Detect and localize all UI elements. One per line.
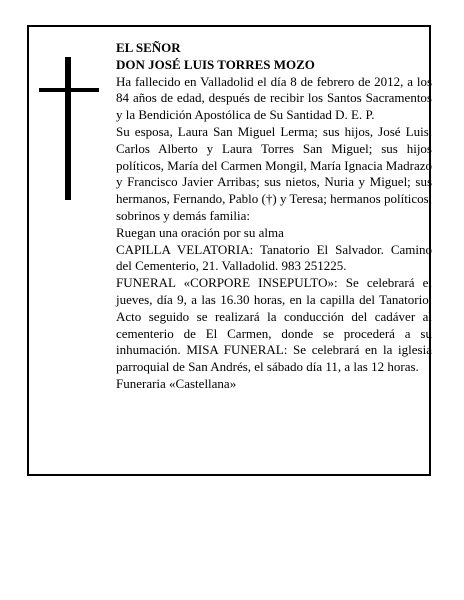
heading-title: EL SEÑOR	[116, 40, 181, 55]
family-paragraph: Su esposa, Laura San Miguel Lerma; sus hijos, José Luis, Carlos Alberto y Laura Torres San Miguel; sus hijos políticos, María del Carmen Mongil, María Ignacia Madrazo y Francisco Javier Arribas; sus nietos, Nuria y Miguel; sus hermanos, Fernando, Pablo (†) y Teresa; hermanos políticos, sobrinos y demás familia:	[116, 123, 432, 223]
wake-chapel-paragraph: CAPILLA VELATORIA: Tanatorio El Salvador. Camino del Cementerio, 21. Valladolid. 983 251225.	[116, 241, 432, 274]
cross-icon	[39, 57, 99, 200]
funeral-paragraph: FUNERAL «CORPORE INSEPULTO»: Se celebrará el jueves, día 9, a las 16.30 horas, en la capilla del Tanatorio. Acto seguido se realizará la conducción del cadáver al cementerio de El Carmen, donde se procederá a su inhumación. MISA FUNERAL: Se celebrará en la iglesia parroquial de San Andrés, el sábado día 11, a las 12 horas.	[116, 275, 432, 375]
death-announcement-paragraph: Ha fallecido en Valladolid el día 8 de febrero de 2012, a los 84 años de edad, después de recibir los Santos Sacramentos y la Bendición Apostólica de Su Santidad D. E. P.	[116, 73, 432, 123]
cross-vertical-bar	[65, 57, 71, 200]
obituary-notice	[27, 25, 431, 476]
cross-horizontal-bar	[39, 88, 99, 92]
funeral-home-line: Funeraria «Castellana»	[116, 375, 237, 391]
notice-body	[116, 40, 432, 393]
prayer-request-line: Ruegan una oración por su alma	[116, 224, 284, 240]
deceased-name: DON JOSÉ LUIS TORRES MOZO	[116, 56, 315, 72]
